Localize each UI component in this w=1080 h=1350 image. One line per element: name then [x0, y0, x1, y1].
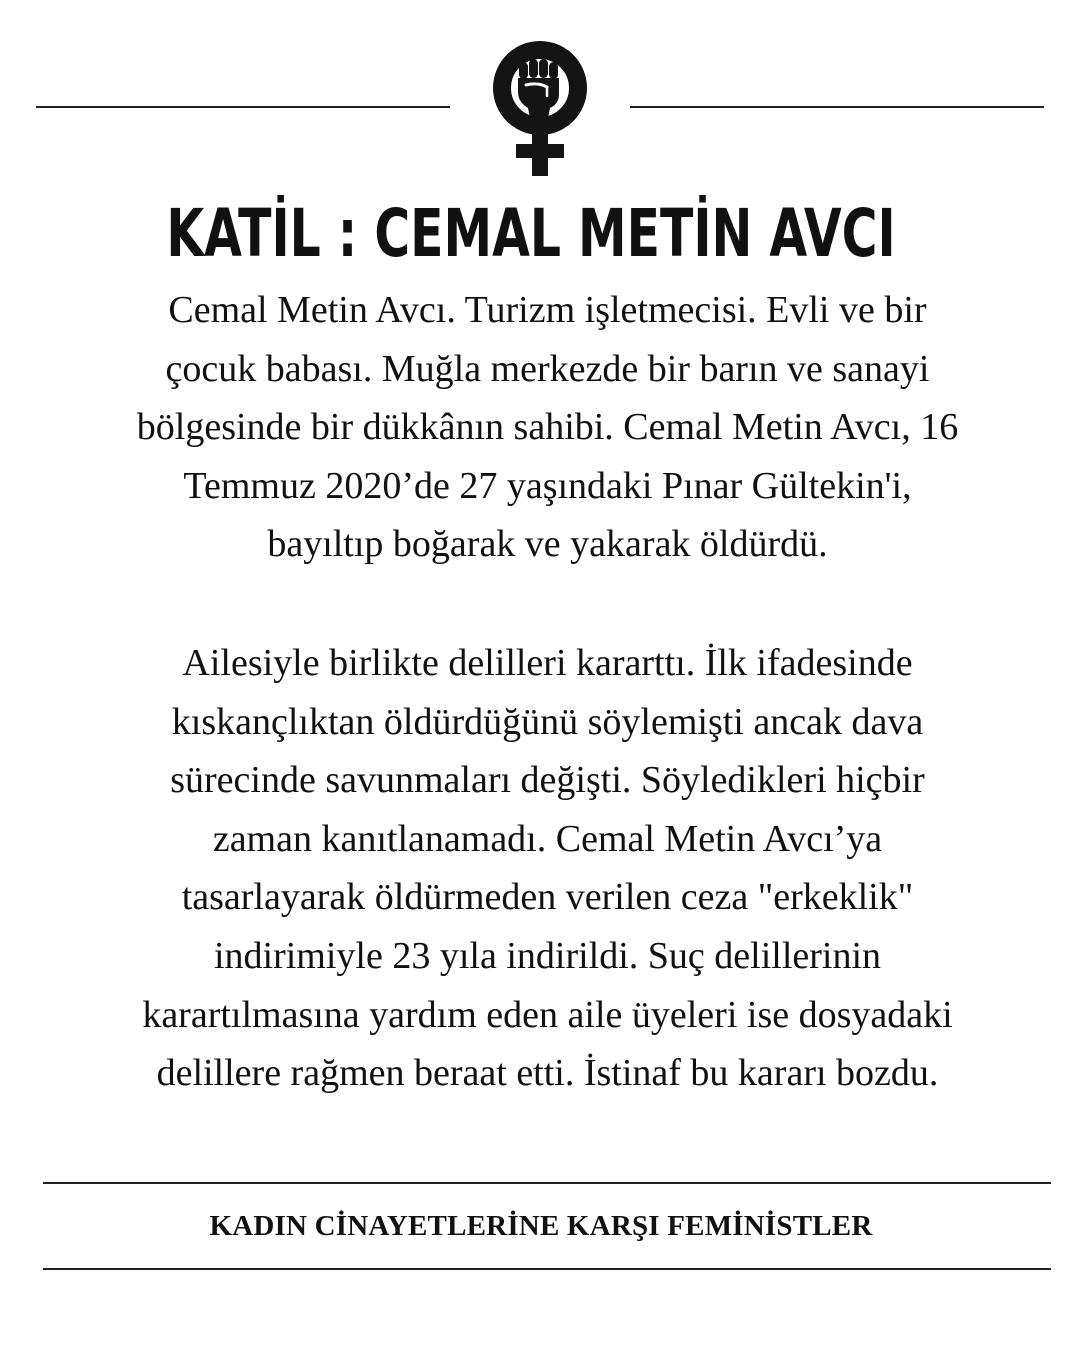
- feminist-fist-venus-icon: [490, 38, 590, 178]
- paragraph-line: zaman kanıtlanamadı. Cemal Metin Avcı’ya: [212, 817, 883, 860]
- paragraph-line: Cemal Metin Avcı. Turizm işletmecisi. Evli ve bir: [168, 289, 927, 331]
- paragraph-line: bölgesinde bir dükkânın sahibi. Cemal Metin Avcı, 16: [136, 406, 959, 449]
- paragraph-details: [30, 634, 1065, 1103]
- header-rule-right: [630, 106, 1044, 108]
- paragraph-line: karartılmasına yardım eden aile üyeleri ise dosyadaki: [142, 993, 953, 1036]
- paragraph-line: kıskançlıktan öldürdüğünü söylemişti ancak dava: [171, 700, 924, 743]
- paragraph-line: Ailesiyle birlikte delilleri kararttı. İlk ifadesinde: [182, 642, 913, 684]
- footer-rule-top: [43, 1182, 1051, 1184]
- paragraph-line: delillere rağmen beraat etti. İstinaf bu kararı bozdu.: [156, 1052, 939, 1095]
- paragraph-intro: [30, 281, 1065, 574]
- paragraph-line: çocuk babası. Muğla merkezde bir barın ve sanayi: [165, 347, 930, 390]
- footer-organization-label: KADIN CİNAYETLERİNE KARŞI FEMİNİSTLER: [209, 1210, 873, 1242]
- paragraph-line: sürecinde savunmaları değişti. Söyledikleri hiçbir: [170, 759, 925, 802]
- paragraph-line: bayıltıp boğarak ve yakarak öldürdü.: [267, 523, 828, 566]
- footer-rule-bottom: [43, 1268, 1051, 1270]
- paragraph-line: tasarlayarak öldürmeden verilen ceza "erkeklik": [181, 876, 914, 919]
- header-rule-left: [36, 106, 450, 108]
- paragraph-line: indirimiyle 23 yıla indirildi. Suç delillerinin: [213, 934, 882, 977]
- paragraph-line: Temmuz 2020’de 27 yaşındaki Pınar Gültekin'i,: [183, 464, 912, 507]
- page-title: KATİL : CEMAL METİN AVCI: [166, 195, 896, 272]
